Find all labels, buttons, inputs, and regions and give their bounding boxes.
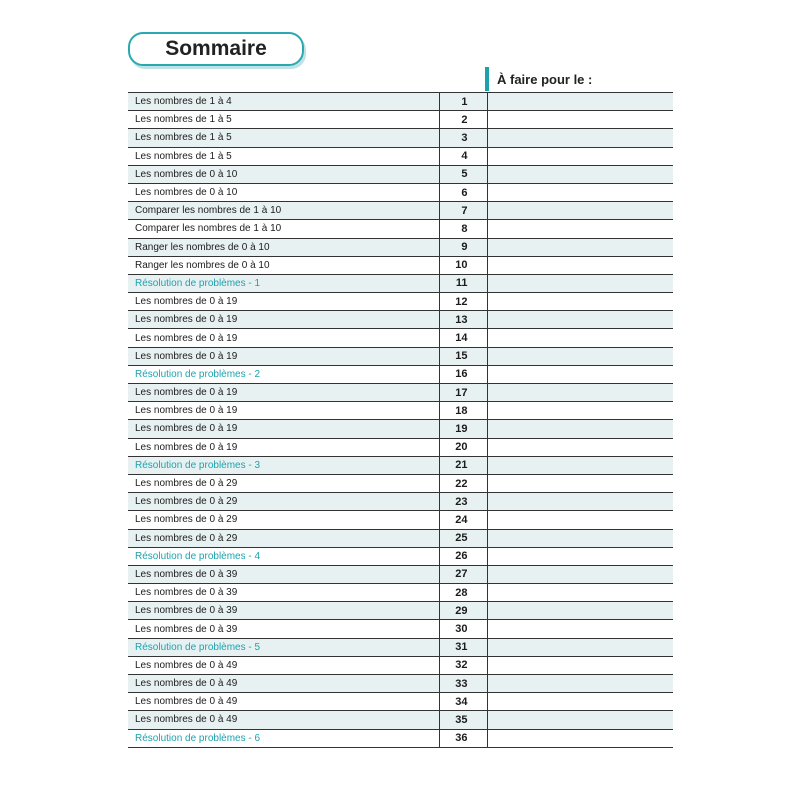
row-title: Les nombres de 0 à 19	[128, 347, 439, 365]
row-title: Les nombres de 0 à 49	[128, 675, 439, 693]
row-due-date-cell[interactable]	[487, 656, 673, 674]
row-title: Les nombres de 0 à 19	[128, 311, 439, 329]
table-row	[128, 729, 673, 747]
row-title: Ranger les nombres de 0 à 10	[128, 256, 439, 274]
table-of-contents	[128, 92, 673, 748]
row-due-date-cell[interactable]	[487, 147, 673, 165]
row-due-date-cell[interactable]	[487, 238, 673, 256]
table-row	[128, 329, 673, 347]
table-row	[128, 402, 673, 420]
table-row	[128, 456, 673, 474]
table-row	[128, 365, 673, 383]
row-page-number: 23	[439, 493, 487, 511]
table-row	[128, 420, 673, 438]
table-row	[128, 638, 673, 656]
row-title: Les nombres de 0 à 19	[128, 402, 439, 420]
row-due-date-cell[interactable]	[487, 547, 673, 565]
table-row	[128, 93, 673, 111]
row-due-date-cell[interactable]	[487, 675, 673, 693]
row-page-number: 33	[439, 675, 487, 693]
row-due-date-cell[interactable]	[487, 220, 673, 238]
table-row	[128, 511, 673, 529]
row-due-date-cell[interactable]	[487, 602, 673, 620]
row-due-date-cell[interactable]	[487, 529, 673, 547]
row-due-date-cell[interactable]	[487, 365, 673, 383]
row-title: Les nombres de 0 à 19	[128, 329, 439, 347]
row-page-number: 35	[439, 711, 487, 729]
row-page-number: 29	[439, 602, 487, 620]
row-title: Résolution de problèmes - 1	[128, 274, 439, 292]
row-page-number: 24	[439, 511, 487, 529]
row-due-date-cell[interactable]	[487, 584, 673, 602]
row-title: Les nombres de 0 à 49	[128, 656, 439, 674]
table-row	[128, 693, 673, 711]
table-row	[128, 129, 673, 147]
page-title: Sommaire	[128, 32, 304, 66]
table-row	[128, 529, 673, 547]
row-due-date-cell[interactable]	[487, 493, 673, 511]
table-row	[128, 147, 673, 165]
row-title: Résolution de problèmes - 5	[128, 638, 439, 656]
row-page-number: 1	[439, 93, 487, 111]
due-date-header-label: À faire pour le :	[497, 71, 593, 87]
table-row	[128, 565, 673, 583]
table-row	[128, 274, 673, 292]
row-page-number: 10	[439, 256, 487, 274]
row-title: Ranger les nombres de 0 à 10	[128, 238, 439, 256]
row-page-number: 30	[439, 620, 487, 638]
row-page-number: 15	[439, 347, 487, 365]
table-row	[128, 311, 673, 329]
row-due-date-cell[interactable]	[487, 293, 673, 311]
row-due-date-cell[interactable]	[487, 420, 673, 438]
row-due-date-cell[interactable]	[487, 456, 673, 474]
table-row	[128, 238, 673, 256]
row-due-date-cell[interactable]	[487, 693, 673, 711]
row-page-number: 31	[439, 638, 487, 656]
table-row	[128, 347, 673, 365]
table-row	[128, 711, 673, 729]
table-row	[128, 111, 673, 129]
row-due-date-cell[interactable]	[487, 347, 673, 365]
row-title: Les nombres de 0 à 19	[128, 438, 439, 456]
row-page-number: 20	[439, 438, 487, 456]
table-row	[128, 493, 673, 511]
row-page-number: 6	[439, 183, 487, 201]
row-title: Les nombres de 0 à 19	[128, 384, 439, 402]
row-due-date-cell[interactable]	[487, 329, 673, 347]
row-page-number: 7	[439, 202, 487, 220]
row-page-number: 11	[439, 274, 487, 292]
row-title: Les nombres de 0 à 19	[128, 293, 439, 311]
row-title: Les nombres de 0 à 29	[128, 493, 439, 511]
table-row	[128, 183, 673, 201]
table-row	[128, 165, 673, 183]
row-page-number: 19	[439, 420, 487, 438]
row-due-date-cell[interactable]	[487, 274, 673, 292]
table-row	[128, 220, 673, 238]
row-title: Les nombres de 1 à 5	[128, 147, 439, 165]
row-title: Les nombres de 0 à 39	[128, 565, 439, 583]
row-due-date-cell[interactable]	[487, 311, 673, 329]
row-page-number: 32	[439, 656, 487, 674]
table-row	[128, 474, 673, 492]
row-title: Comparer les nombres de 1 à 10	[128, 202, 439, 220]
row-title: Résolution de problèmes - 6	[128, 729, 439, 747]
row-page-number: 36	[439, 729, 487, 747]
table-row	[128, 293, 673, 311]
row-page-number: 22	[439, 474, 487, 492]
table-row	[128, 547, 673, 565]
row-page-number: 28	[439, 584, 487, 602]
header-accent-bar	[485, 67, 489, 91]
row-page-number: 16	[439, 365, 487, 383]
row-due-date-cell[interactable]	[487, 183, 673, 201]
row-page-number: 12	[439, 293, 487, 311]
table-row	[128, 202, 673, 220]
table-row	[128, 438, 673, 456]
table-row	[128, 256, 673, 274]
row-title: Résolution de problèmes - 2	[128, 365, 439, 383]
row-title: Les nombres de 0 à 39	[128, 584, 439, 602]
row-title: Les nombres de 0 à 29	[128, 511, 439, 529]
row-page-number: 34	[439, 693, 487, 711]
row-due-date-cell[interactable]	[487, 256, 673, 274]
row-title: Les nombres de 1 à 5	[128, 129, 439, 147]
row-due-date-cell[interactable]	[487, 729, 673, 747]
row-page-number: 2	[439, 111, 487, 129]
row-due-date-cell[interactable]	[487, 638, 673, 656]
table-row	[128, 620, 673, 638]
row-page-number: 9	[439, 238, 487, 256]
row-due-date-cell[interactable]	[487, 438, 673, 456]
row-title: Les nombres de 0 à 49	[128, 693, 439, 711]
row-due-date-cell[interactable]	[487, 384, 673, 402]
row-title: Les nombres de 0 à 10	[128, 183, 439, 201]
row-page-number: 5	[439, 165, 487, 183]
row-due-date-cell[interactable]	[487, 129, 673, 147]
row-title: Les nombres de 0 à 10	[128, 165, 439, 183]
row-due-date-cell[interactable]	[487, 165, 673, 183]
row-due-date-cell[interactable]	[487, 474, 673, 492]
row-title: Les nombres de 0 à 29	[128, 474, 439, 492]
row-title: Les nombres de 0 à 19	[128, 420, 439, 438]
row-title: Comparer les nombres de 1 à 10	[128, 220, 439, 238]
row-due-date-cell[interactable]	[487, 620, 673, 638]
row-due-date-cell[interactable]	[487, 111, 673, 129]
table-row	[128, 656, 673, 674]
row-page-number: 26	[439, 547, 487, 565]
row-title: Les nombres de 0 à 49	[128, 711, 439, 729]
row-page-number: 8	[439, 220, 487, 238]
row-due-date-cell[interactable]	[487, 402, 673, 420]
row-due-date-cell[interactable]	[487, 202, 673, 220]
row-title: Les nombres de 1 à 4	[128, 93, 439, 111]
table-row	[128, 602, 673, 620]
row-title: Les nombres de 1 à 5	[128, 111, 439, 129]
row-due-date-cell[interactable]	[487, 93, 673, 111]
table-row	[128, 675, 673, 693]
row-page-number: 3	[439, 129, 487, 147]
row-page-number: 4	[439, 147, 487, 165]
row-page-number: 14	[439, 329, 487, 347]
row-page-number: 27	[439, 565, 487, 583]
row-page-number: 17	[439, 384, 487, 402]
due-date-header	[485, 66, 592, 92]
row-due-date-cell[interactable]	[487, 511, 673, 529]
row-title: Résolution de problèmes - 4	[128, 547, 439, 565]
row-title: Les nombres de 0 à 39	[128, 602, 439, 620]
row-title: Résolution de problèmes - 3	[128, 456, 439, 474]
row-due-date-cell[interactable]	[487, 711, 673, 729]
row-page-number: 18	[439, 402, 487, 420]
row-title: Les nombres de 0 à 39	[128, 620, 439, 638]
row-due-date-cell[interactable]	[487, 565, 673, 583]
row-page-number: 25	[439, 529, 487, 547]
row-page-number: 21	[439, 456, 487, 474]
row-title: Les nombres de 0 à 29	[128, 529, 439, 547]
table-row	[128, 384, 673, 402]
table-row	[128, 584, 673, 602]
row-page-number: 13	[439, 311, 487, 329]
